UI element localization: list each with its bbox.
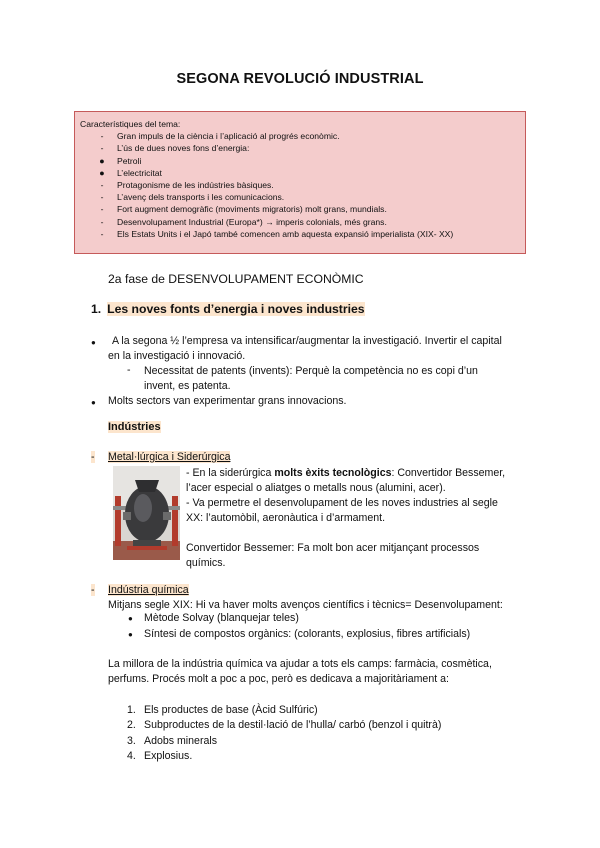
chem-intro: Mitjans segle XIX: Hi va haver molts avenços científics i tècnics= Desenvolupament: xyxy=(108,599,503,611)
page-title: SEGONA REVOLUCIÓ INDUSTRIAL xyxy=(176,71,424,87)
paragraph-line: A la segona ½ l’empresa va intensificar/augmentar la investigació. Invertir el capital xyxy=(112,335,502,347)
section-number: 1. xyxy=(91,302,102,316)
dash-marker: - xyxy=(91,451,95,463)
list-item xyxy=(80,142,519,154)
list-marker: - xyxy=(100,131,104,142)
list-item xyxy=(80,203,519,215)
list-item xyxy=(80,179,519,191)
list-marker: - xyxy=(100,204,104,215)
products-list xyxy=(108,703,441,764)
list-marker: - xyxy=(100,192,104,203)
dash-marker: - xyxy=(91,584,95,596)
characteristics-list xyxy=(80,130,519,240)
list-item xyxy=(80,216,519,228)
paragraph-line: en la investigació i innovació. xyxy=(108,350,246,362)
metal-heading-text: Metal·lúrgica i Siderúrgica xyxy=(108,451,231,463)
list-item-text: Els Estats Units i el Japó també comencen amb aquesta expansió imperialista (XIX- XX) xyxy=(117,228,454,239)
list-item xyxy=(108,703,441,718)
chem-heading-text: Indústria química xyxy=(108,584,189,596)
list-number: 2. xyxy=(127,719,136,732)
metal-line: - Va permetre el desenvolupament de les noves industries al segle xyxy=(186,497,498,509)
section-title: Les noves fonts d’energia i noves industries xyxy=(107,302,365,316)
list-item xyxy=(80,167,519,179)
list-item-text: Mètode Solvay (blanquejar teles) xyxy=(144,612,299,624)
paragraph-line: Necessitat de patents (invents): Perquè la competència no es copi d’un xyxy=(144,365,478,377)
list-item-text: Petroli xyxy=(117,155,142,166)
list-marker: - xyxy=(100,143,104,154)
list-marker: - xyxy=(100,228,104,239)
list-item-text: L’electricitat xyxy=(117,167,162,178)
bullet-icon: ● xyxy=(91,338,96,347)
methods-list xyxy=(108,611,470,642)
list-item-text: Subproductes de la destil·lació de l’hulla/ carbó (benzol i quitrà) xyxy=(144,719,442,732)
metal-line: químics. xyxy=(186,557,226,569)
list-item-text: Fort augment demogràfic (moviments migratoris) molt grans, mundials. xyxy=(117,204,387,215)
list-item xyxy=(80,155,519,167)
list-item-text: L’avenç dels transports i les comunicacions. xyxy=(117,192,285,203)
list-item xyxy=(108,749,441,764)
metal-heading xyxy=(108,451,230,463)
list-item-text: Explosius. xyxy=(144,749,193,762)
list-item-text: Protagonisme de les indústries bàsiques. xyxy=(117,180,274,191)
list-marker: ● xyxy=(99,167,105,178)
bullet-icon: ● xyxy=(91,398,96,407)
characteristics-heading: Característiques del tema: xyxy=(80,119,181,129)
list-item xyxy=(108,718,441,733)
list-item xyxy=(108,611,470,627)
industries-heading xyxy=(108,421,161,433)
metal-line xyxy=(186,466,505,481)
paragraph-line: invent, es patenta. xyxy=(144,380,231,392)
chem-heading xyxy=(108,584,189,596)
characteristics-box xyxy=(74,111,526,254)
bullet-icon: ● xyxy=(128,614,133,623)
list-marker: ● xyxy=(99,155,105,166)
list-number: 1. xyxy=(127,704,136,716)
list-marker: - xyxy=(100,180,104,191)
chem-paragraph-line: perfums. Procés molt a poc a poc, però es dedicava a majoritàriament a: xyxy=(108,673,449,685)
section-heading xyxy=(91,302,365,316)
list-number: 4. xyxy=(127,749,136,762)
list-item-text: L’ús de dues noves fons d’energia: xyxy=(117,143,250,154)
industries-heading-text: Indústries xyxy=(108,421,161,433)
list-item-text: Adobs minerals xyxy=(144,734,218,747)
paragraph-line: Molts sectors van experimentar grans innovacions. xyxy=(108,395,347,407)
list-item xyxy=(108,734,441,749)
list-item-text: Gran impuls de la ciència i l’aplicació al progrés econòmic. xyxy=(117,131,340,142)
list-item-text: Síntesi de compostos orgànics: (colorants, explosius, fibres artificials) xyxy=(144,627,471,640)
metal-line: XX: l’automòbil, aeronàutica i d’armament. xyxy=(186,512,386,524)
list-item-text: Desenvolupament Industrial (Europa*) → imperis colonials, més grans. xyxy=(117,216,387,227)
dash-marker: - xyxy=(127,364,131,376)
list-item xyxy=(80,228,519,240)
list-item xyxy=(80,130,519,142)
metal-text: - En la siderúrgica xyxy=(186,467,275,479)
phase-heading: 2a fase de DESENVOLUPAMENT ECONÒMIC xyxy=(108,272,364,286)
metal-text: : Convertidor Bessemer, xyxy=(391,467,506,479)
metal-line: l’acer especial o aliatges o metalls nous (alumini, acer). xyxy=(186,482,446,494)
list-item-text: Els productes de base (Àcid Sulfúric) xyxy=(144,704,318,716)
list-item xyxy=(80,191,519,203)
bessemer-converter-image xyxy=(113,466,180,560)
metal-line: Convertidor Bessemer: Fa molt bon acer mitjançant processos xyxy=(186,542,480,554)
bessemer-converter-photo xyxy=(113,466,180,560)
chem-paragraph-line: La millora de la indústria química va ajudar a tots els camps: farmàcia, cosmètica, xyxy=(108,658,492,670)
bullet-icon: ● xyxy=(128,629,133,639)
metal-text-bold: molts èxits tecnològics xyxy=(274,467,392,479)
list-number: 3. xyxy=(127,734,136,747)
list-item xyxy=(108,627,470,643)
list-marker: - xyxy=(100,216,104,227)
